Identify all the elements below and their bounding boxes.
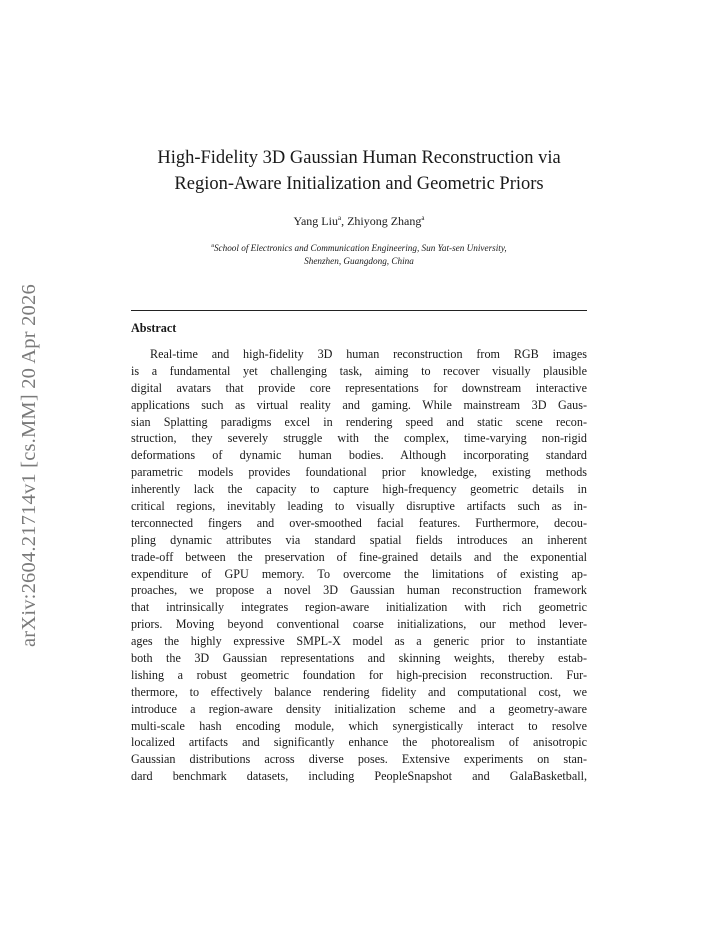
arxiv-identifier: arXiv:2604.21714v1 [cs.MM] 20 Apr 2026 — [18, 284, 40, 647]
abstract-line: trade-off between the preservation of fine-grained details and the exponential — [131, 549, 587, 564]
abstract-line: ages the highly expressive SMPL-X model as a generic prior to instantiate — [131, 634, 587, 649]
abstract-line: terconnected fingers and over-smoothed facial features. Furthermore, decou- — [131, 515, 587, 530]
abstract-line: thermore, to effectively balance rendering fidelity and computational cost, we — [131, 684, 587, 699]
affiliation-line: School of Electronics and Communication Engineering, Sun Yat-sen University, — [213, 243, 507, 253]
abstract-line: multi-scale hash encoding module, which synergistically interact to resolve — [131, 718, 587, 733]
affiliation-mark: a — [337, 214, 342, 222]
abstract-line: sian Splatting paradigms excel in rendering speed and static scene recon- — [131, 414, 587, 429]
abstract-line: deformations of dynamic human bodies. Although incorporating standard — [131, 448, 587, 463]
section-divider — [131, 310, 587, 311]
author-list: Yang Liu$^a$, Zhiyong Zhang$^a$ — [293, 214, 425, 228]
abstract-line: is a fundamental yet challenging task, aiming to recover visually plausible — [131, 363, 587, 378]
abstract-line: Gaussian distributions across diverse poses. Extensive experiments on stan- — [131, 752, 587, 767]
abstract-line: pling dynamic attributes via standard spatial fields introduces an inherent — [131, 532, 587, 547]
abstract-line: struction, they severely struggle with the complex, time-varying non-rigid — [131, 431, 587, 446]
abstract-line: priors. Moving beyond conventional coarse initializations, our method lever- — [131, 617, 587, 632]
abstract-line: proaches, we propose a novel 3D Gaussian human reconstruction framework — [131, 583, 587, 598]
abstract-line: parametric models provides foundational prior knowledge, existing methods — [131, 465, 587, 480]
abstract-line: that intrinsically integrates region-aware initialization with rich geometric — [131, 600, 587, 615]
abstract-body — [131, 346, 587, 785]
abstract-line: applications such as virtual reality and gaming. While mainstream 3D Gaus- — [131, 397, 587, 412]
author-name: Zhiyong Zhang — [347, 214, 422, 228]
affiliation — [90, 242, 628, 268]
title-line: Region-Aware Initialization and Geometric Priors — [174, 174, 544, 194]
author-name: Yang Liu — [293, 214, 338, 228]
abstract-line: inherently lack the capacity to capture high-frequency geometric details in — [131, 482, 587, 497]
paper-title — [90, 145, 628, 197]
abstract-line: localized artifacts and significantly enhance the photorealism of anisotropic — [131, 735, 587, 750]
affiliation-mark: a — [421, 214, 425, 222]
abstract-line: both the 3D Gaussian representations and skinning weights, thereby estab- — [131, 651, 587, 666]
title-line: High-Fidelity 3D Gaussian Human Reconstruction via — [157, 148, 561, 168]
abstract-line: lishing a robust geometric foundation for high-precision reconstruction. Fur- — [131, 667, 587, 682]
affiliation-line: Shenzhen, Guangdong, China — [304, 256, 414, 266]
affiliation-mark: a — [211, 243, 214, 249]
abstract-line: introduce a region-aware density initialization scheme and a geometry-aware — [131, 701, 587, 716]
abstract-line: critical regions, inevitably leading to visually disruptive artifacts such as in- — [131, 499, 587, 514]
abstract-line: digital avatars that provide core representations for downstream interactive — [131, 380, 587, 395]
abstract-heading: Abstract — [131, 321, 177, 335]
abstract-line: Real-time and high-fidelity 3D human reconstruction from RGB images — [150, 347, 587, 361]
abstract-line: dard benchmark datasets, including PeopleSnapshot and GalaBasketball, — [131, 769, 587, 784]
abstract-line: expenditure of GPU memory. To overcome the limitations of existing ap- — [131, 566, 587, 581]
